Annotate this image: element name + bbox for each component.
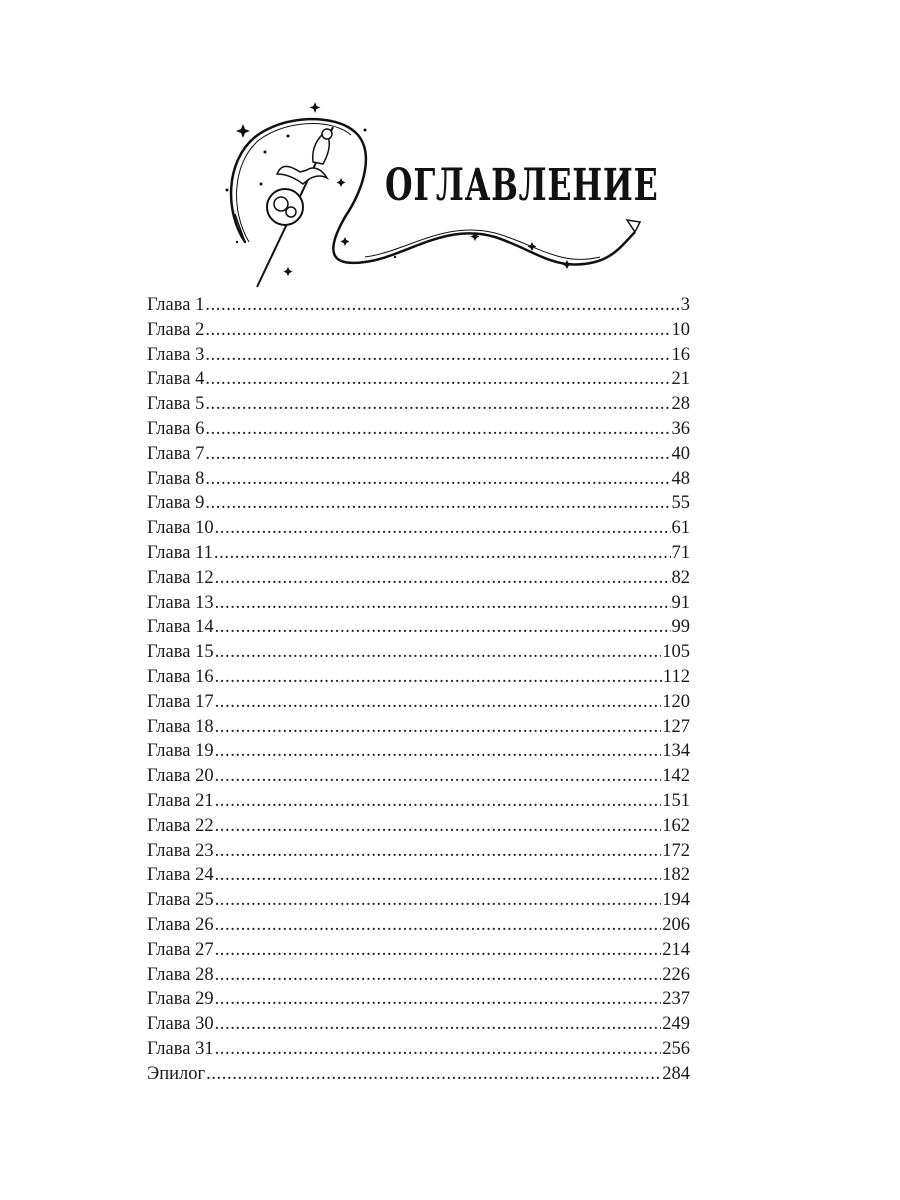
toc-entry[interactable]: [147, 1062, 690, 1087]
toc-entry-label: Глава 3: [147, 344, 205, 365]
toc-entry-page-number: 127: [662, 716, 690, 737]
dot-leader: [215, 615, 671, 640]
toc-entry[interactable]: [147, 392, 690, 417]
dot-leader: [215, 789, 662, 814]
toc-entry-page-number: 105: [662, 642, 690, 663]
toc-entry-page-number: 214: [662, 939, 690, 960]
toc-entry[interactable]: [147, 442, 690, 467]
toc-entry-label: Глава 4: [147, 369, 205, 390]
toc-entry-label: Глава 23: [147, 840, 214, 861]
toc-entry[interactable]: [147, 615, 690, 640]
dot-leader: [205, 343, 670, 368]
toc-entry[interactable]: [147, 715, 690, 740]
toc-entry-label: Глава 29: [147, 989, 214, 1010]
toc-entry-label: Глава 14: [147, 617, 214, 638]
dot-leader: [215, 516, 671, 541]
dot-leader: [215, 963, 662, 988]
toc-entry-label: Глава 13: [147, 592, 214, 613]
toc-entry[interactable]: [147, 814, 690, 839]
toc-entry-page-number: 112: [662, 666, 690, 687]
toc-entry-page-number: 55: [671, 493, 690, 514]
toc-entry[interactable]: [147, 938, 690, 963]
toc-entry-label: Глава 8: [147, 468, 205, 489]
toc-entry-page-number: 151: [662, 790, 690, 811]
toc-entry-label: Глава 25: [147, 890, 214, 911]
toc-entry[interactable]: [147, 789, 690, 814]
toc-entry-page-number: 162: [662, 815, 690, 836]
toc-entry-page-number: 3: [680, 295, 690, 315]
dot-leader: [205, 491, 670, 516]
toc-entry-page-number: 172: [662, 840, 690, 861]
toc-entry[interactable]: [147, 839, 690, 864]
toc-entry-label: Глава 28: [147, 964, 214, 985]
toc-entry-label: Глава 6: [147, 418, 205, 439]
toc-entry[interactable]: [147, 963, 690, 988]
toc-entry-page-number: 28: [671, 394, 690, 415]
dot-leader: [205, 467, 670, 492]
toc-entry-page-number: 10: [671, 319, 690, 340]
toc-entry[interactable]: [147, 367, 690, 392]
toc-entry[interactable]: [147, 665, 690, 690]
toc-entry-label: Глава 20: [147, 766, 214, 787]
toc-entry-page-number: 142: [662, 766, 690, 787]
dot-leader: [215, 739, 662, 764]
toc-entry[interactable]: [147, 913, 690, 938]
toc-entry-page-number: 16: [671, 344, 690, 365]
toc-entry[interactable]: [147, 690, 690, 715]
dot-leader: [215, 913, 662, 938]
toc-entry[interactable]: [147, 467, 690, 492]
toc-entry-page-number: 206: [662, 914, 690, 935]
dot-leader: [205, 442, 670, 467]
toc-entry-page-number: 134: [662, 741, 690, 762]
toc-entry-label: Глава 26: [147, 914, 214, 935]
toc-entry-label: Глава 18: [147, 716, 214, 737]
toc-entry[interactable]: [147, 863, 690, 888]
dot-leader: [215, 690, 662, 715]
toc-entry-label: Глава 22: [147, 815, 214, 836]
dot-leader: [215, 938, 662, 963]
dot-leader: [215, 566, 671, 591]
toc-entry-label: Глава 21: [147, 790, 214, 811]
toc-entry-label: Глава 2: [147, 319, 205, 340]
toc-entry-page-number: 237: [662, 989, 690, 1010]
dot-leader: [205, 293, 679, 318]
dot-leader: [215, 715, 662, 740]
toc-entry[interactable]: [147, 541, 690, 566]
toc-entry-page-number: 226: [662, 964, 690, 985]
toc-entry[interactable]: [147, 491, 690, 516]
toc-entry-page-number: 256: [662, 1038, 690, 1059]
dot-leader: [215, 839, 662, 864]
toc-entry-page-number: 91: [671, 592, 690, 613]
dot-leader: [214, 541, 671, 566]
toc-entry-page-number: 82: [671, 567, 690, 588]
toc-header: [215, 92, 665, 292]
dot-leader: [205, 417, 670, 442]
toc-entry[interactable]: [147, 343, 690, 368]
toc-entry[interactable]: [147, 566, 690, 591]
dot-leader: [215, 1012, 662, 1037]
page-title: ОГЛАВЛЕНИЕ: [385, 160, 659, 211]
table-of-contents: [147, 293, 690, 1087]
toc-entry-page-number: 182: [662, 865, 690, 886]
dot-leader: [215, 1037, 662, 1062]
toc-entry-label: Глава 5: [147, 394, 205, 415]
toc-entry-label: Глава 1: [147, 295, 205, 315]
dot-leader: [215, 814, 662, 839]
toc-entry-page-number: 61: [671, 518, 690, 539]
toc-entry-label: Глава 15: [147, 642, 214, 663]
toc-entry-label: Глава 10: [147, 518, 214, 539]
toc-entry-page-number: 249: [662, 1014, 690, 1035]
toc-entry-page-number: 194: [662, 890, 690, 911]
dot-leader: [206, 1062, 661, 1087]
toc-entry-page-number: 40: [671, 443, 690, 464]
toc-entry-label: Глава 12: [147, 567, 214, 588]
toc-entry-page-number: 71: [671, 542, 690, 563]
toc-entry[interactable]: [147, 293, 690, 318]
toc-entry-page-number: 48: [671, 468, 690, 489]
toc-entry-page-number: 21: [671, 369, 690, 390]
dot-leader: [215, 863, 662, 888]
dot-leader: [215, 764, 662, 789]
dot-leader: [215, 987, 662, 1012]
dot-leader: [215, 591, 671, 616]
toc-entry-label: Глава 31: [147, 1038, 214, 1059]
toc-entry-page-number: 36: [671, 418, 690, 439]
toc-entry[interactable]: [147, 516, 690, 541]
toc-entry[interactable]: [147, 318, 690, 343]
toc-entry-page-number: 284: [662, 1063, 690, 1084]
toc-entry-label: Глава 27: [147, 939, 214, 960]
toc-entry[interactable]: [147, 888, 690, 913]
toc-entry-page-number: 120: [662, 691, 690, 712]
toc-entry[interactable]: [147, 987, 690, 1012]
toc-entry[interactable]: [147, 1037, 690, 1062]
toc-entry[interactable]: [147, 591, 690, 616]
toc-entry-label: Глава 17: [147, 691, 214, 712]
toc-entry[interactable]: [147, 739, 690, 764]
toc-entry-label: Глава 30: [147, 1014, 214, 1035]
dot-leader: [215, 665, 662, 690]
dot-leader: [215, 888, 662, 913]
toc-entry-label: Глава 9: [147, 493, 205, 514]
toc-entry-label: Глава 24: [147, 865, 214, 886]
toc-entry-page-number: 99: [671, 617, 690, 638]
dot-leader: [205, 392, 670, 417]
toc-entry-label: Глава 16: [147, 666, 214, 687]
dot-leader: [205, 367, 670, 392]
dot-leader: [205, 318, 670, 343]
toc-entry-label: Эпилог: [147, 1063, 206, 1084]
toc-entry[interactable]: [147, 1012, 690, 1037]
toc-entry[interactable]: [147, 417, 690, 442]
toc-entry[interactable]: [147, 640, 690, 665]
toc-entry[interactable]: [147, 764, 690, 789]
dot-leader: [215, 640, 662, 665]
toc-entry-label: Глава 11: [147, 542, 213, 563]
toc-entry-label: Глава 7: [147, 443, 205, 464]
toc-entry-label: Глава 19: [147, 741, 214, 762]
